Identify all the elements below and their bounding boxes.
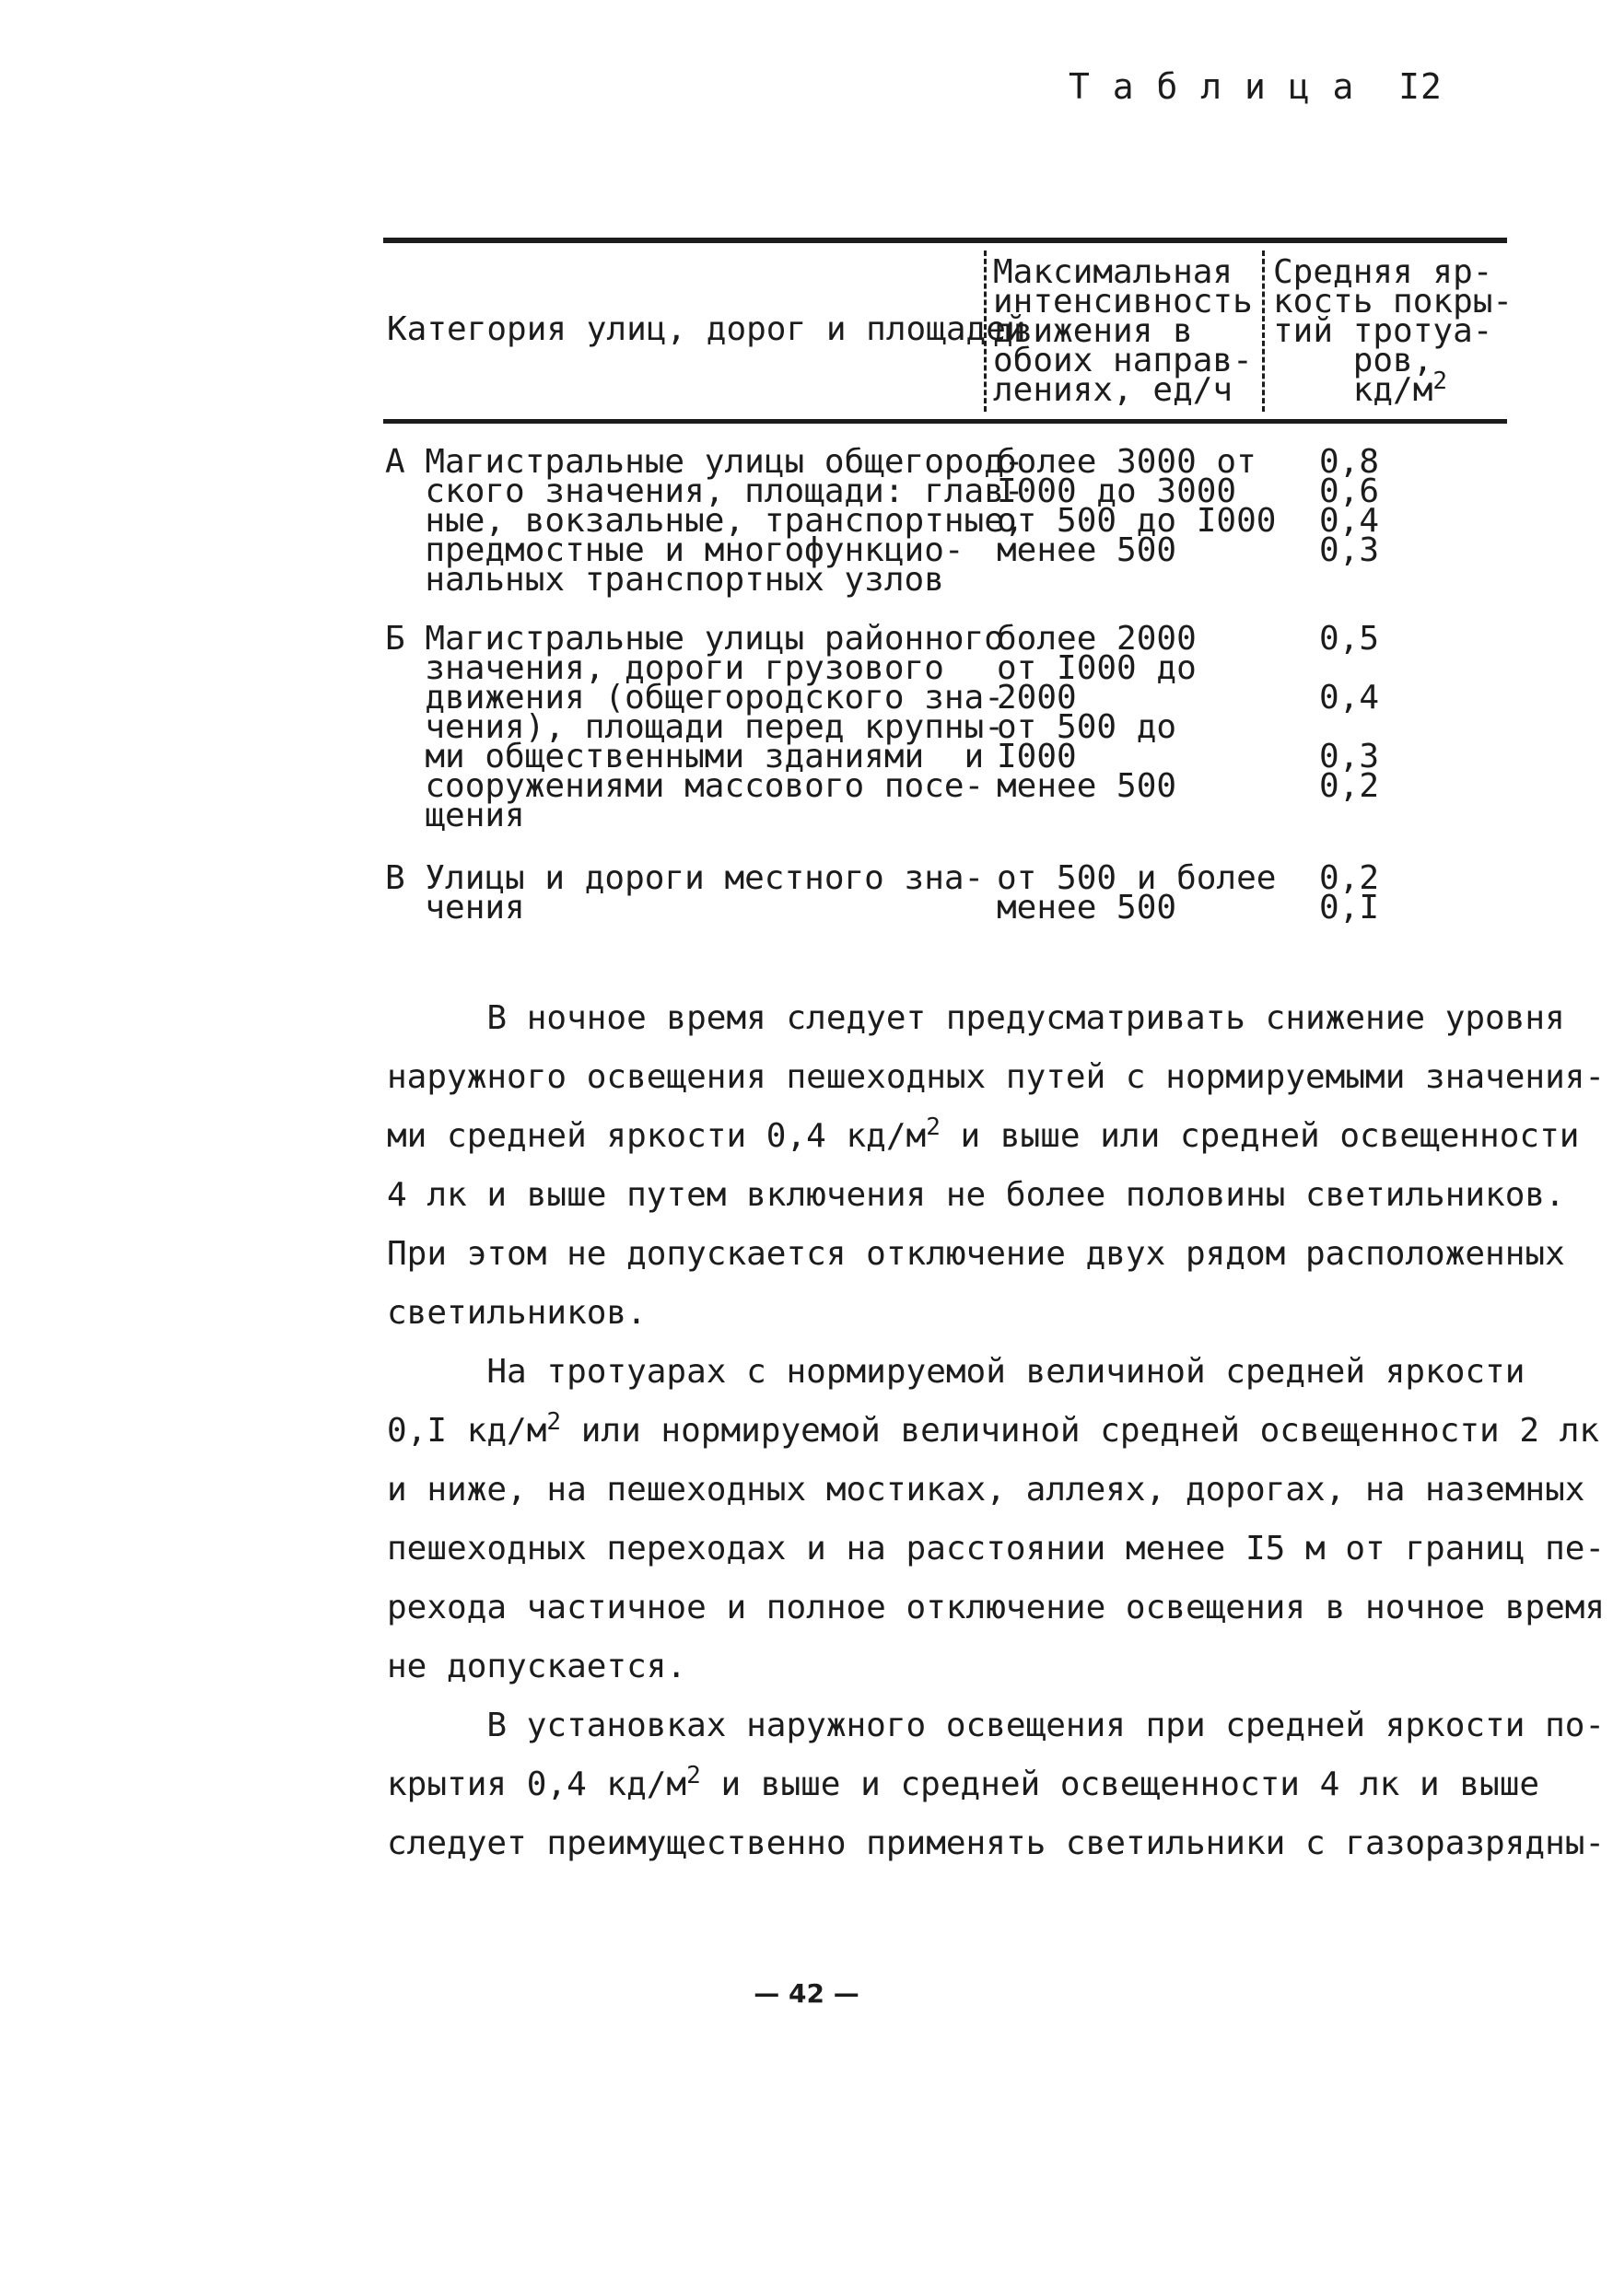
row-luminance: 0,8 0,6 0,4 0,3 (1319, 443, 1380, 569)
paragraph-text: и выше и средней освещенности 4 лк и выше следует преимущественно применять светильники с газоразрядны- (387, 1766, 1606, 1862)
row-category: В Улицы и дороги местного зна- чения (385, 859, 985, 927)
paragraph-text: или нормируемой величиной средней освещенности 2 лк и ниже, на пешеходных мостиках, аллеях, дорогах, на наземных пешеходных переходах и на расстоянии менее I5 м от границ пе- рехода частичное и полное отключение освещения в ночное время не допускается. В установках наружного освещения при средней яркости по- крытия 0,4 кд/м (387, 1412, 1606, 1803)
paragraph-text: и выше или средней освещенности 4 лк и выше путем включения не более половины светильников. При этом не допускается отключение двух рядом расположенных светильников. На тротуарах с нормируемой величиной средней яркости 0,I кд/м (387, 1117, 1580, 1450)
page-number: — 42 — (754, 1978, 859, 2009)
column-header-category: Категория улиц, дорог и площадей (387, 310, 1026, 348)
column-header-intensity: Максимальная интенсивность движения в обоих направ- лениях, ед/ч (993, 253, 1253, 409)
superscript-2: 2 (926, 1113, 941, 1141)
column-separator (1262, 251, 1265, 412)
table-caption: Т а б л и ц а I2 (1069, 66, 1443, 107)
column-header-luminance (1273, 253, 1514, 409)
row-luminance: 0,2 0,I (1319, 859, 1380, 927)
row-category: А Магистральные улицы общегород- ского значения, площади: глав- ные, вокзальные, транспортные, предмостные и многофункцио- нальных транспортных узлов (385, 443, 1024, 599)
column-separator (984, 251, 987, 412)
body-text (387, 989, 1606, 1873)
row-intensity: от 500 и более менее 500 (997, 859, 1277, 927)
superscript-2: 2 (686, 1762, 701, 1789)
header-luminance-unit: кд/м (1352, 371, 1433, 409)
row-intensity: более 3000 от I000 до 3000 от 500 до I000 менее 500 (997, 443, 1277, 569)
table-top-rule (383, 238, 1507, 243)
header-unit-superscript: 2 (1432, 367, 1448, 395)
superscript-2: 2 (546, 1408, 562, 1436)
row-luminance: 0,5 0,4 0,3 0,2 (1319, 620, 1380, 805)
row-category: Б Магистральные улицы районного значения, дороги грузового движения (общегородского зна- чения), площади перед крупны- ми общественными зданиями и сооружениями массового посе- щения (385, 620, 1004, 834)
row-intensity: более 2000 от I000 до 2000 от 500 до I000 менее 500 (997, 620, 1197, 805)
paragraph-text: В ночное время следует предусматривать снижение уровня наружного освещения пешеходных путей с нормируемыми значения- ми средней яркости 0,4 кд/м (387, 999, 1606, 1155)
header-luminance-text: Средняя яр- кость покры- тий тротуа- ров, (1273, 253, 1514, 379)
table-header-rule (383, 419, 1507, 424)
